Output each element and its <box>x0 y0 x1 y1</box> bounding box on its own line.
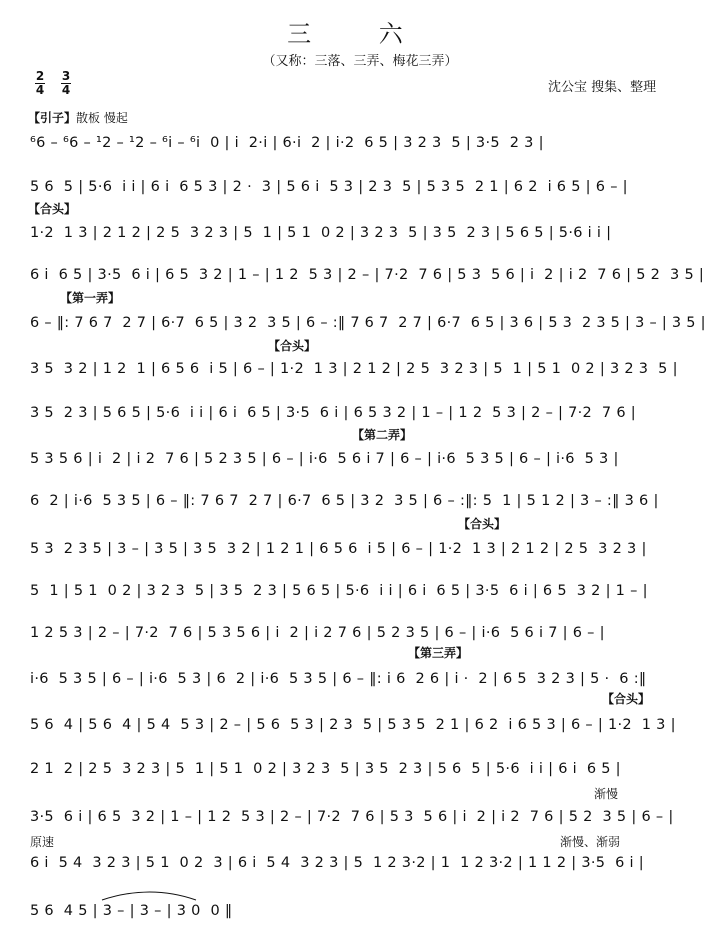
page-title: 三 六 <box>287 20 433 48</box>
notation-row-14 <box>30 714 706 736</box>
notation-row-2 <box>30 176 706 198</box>
notation-text: i·6 5 3 5 | 6 – | i·6 5 3 | 6 2 | i·6 5 3 5 | 6 – ‖: i 6 2 6 | i · 2 | 6 5 3 2 3 | 5 · 6 :‖ <box>30 671 647 687</box>
time-signature-2-4 <box>34 70 46 97</box>
notation-text: 6 2 | i·6 5 3 5 | 6 – ‖: 7 6 7 2 7 | 6·7 6 5 | 3 2 3 5 | 6 – :‖: 5 1 | 5 1 2 | 3 – :‖ 3 6 | <box>30 493 659 509</box>
time-signature-3-4 <box>60 70 72 97</box>
notation-text: 1·2 1 3 | 2 1 2 | 2 5 3 2 3 | 5 1 | 5 1 0 2 | 3 2 3 5 | 3 5 2 3 | 5 6 5 | 5·6 i i | <box>30 225 612 241</box>
notation-text: ⁶6 – ⁶6 – ¹2 – ¹2 – ⁶i – ⁶i 0 | i 2·i | 6·i 2 | i·2 6 5 | 3 2 3 5 | 3·5 2 3 | <box>30 135 544 151</box>
time-signature-denominator: 4 <box>61 83 71 97</box>
notation-row-5 <box>30 312 706 334</box>
label-third-nong: 【第三弄】 <box>408 646 469 660</box>
notation-text: 3 5 2 3 | 5 6 5 | 5·6 i i | 6 i 6 5 | 3·5 6 i | 6 5 3 2 | 1 – | 1 2 5 3 | 2 – | 7·2 7 6 | <box>30 405 636 421</box>
notation-row-13 <box>30 668 706 690</box>
label-hetou-4: 【合头】 <box>602 692 651 706</box>
notation-text: 2 1 2 | 2 5 3 2 3 | 5 1 | 5 1 0 2 | 3 2 3 5 | 3 5 2 3 | 5 6 5 | 5·6 i i | 6 i 6 5 | <box>30 761 621 777</box>
time-signature-denominator: 4 <box>35 83 45 97</box>
annotation-jianman-jianruo: 渐慢、渐弱 <box>560 835 621 849</box>
notation-text: 5 6 4 | 5 6 4 | 5 4 5 3 | 2 – | 5 6 5 3 | 2 3 5 | 5 3 5 2 1 | 6 2 i 6 5 3 | 6 – | 1·2 1 3 | <box>30 717 676 733</box>
label-intro <box>28 109 128 126</box>
notation-row-4 <box>30 264 706 286</box>
notation-text: 6 i 5 4 3 2 3 | 5 1 0 2 3 | 6 i 5 4 3 2 3 | 5 1 2 3·2 | 1 1 2 3·2 | 1 1 2 | 3·5 6 i | <box>30 855 644 871</box>
notation-text: 5 1 | 5 1 0 2 | 3 2 3 5 | 3 5 2 3 | 5 6 5 | 5·6 i i | 6 i 6 5 | 3·5 6 i | 6 5 3 2 | 1 – | <box>30 583 648 599</box>
notation-text: 1 2 5 3 | 2 – | 7·2 7 6 | 5 3 5 6 | i 2 | i 2 7 6 | 5 2 3 5 | 6 – | i·6 5 6 i 7 | 6 – | <box>30 625 605 641</box>
notation-row-3 <box>30 222 706 244</box>
notation-text: 5 6 4 5 | 3 – | 3 – | 3 0 0 ‖ <box>30 903 233 919</box>
annotation-yuansu: 原速 <box>30 835 55 849</box>
time-signature-numerator: 2 <box>35 69 45 83</box>
notation-row-12 <box>30 622 706 644</box>
notation-text: 3 5 3 2 | 1 2 1 | 6 5 6 i 5 | 6 – | 1·2 1 3 | 2 1 2 | 2 5 3 2 3 | 5 1 | 5 1 0 2 | 3 2 3 5 | <box>30 361 678 377</box>
label-first-nong: 【第一弄】 <box>60 291 121 305</box>
notation-row-6 <box>30 358 706 380</box>
notation-row-9 <box>30 490 706 512</box>
notation-row-10 <box>30 538 706 560</box>
label-hetou-3: 【合头】 <box>458 517 507 531</box>
notation-row-15 <box>30 758 706 780</box>
notation-text: 3·5 6 i | 6 5 3 2 | 1 – | 1 2 5 3 | 2 – | 7·2 7 6 | 5 3 5 6 | i 2 | i 2 7 6 | 5 2 3 5 | 6 – | <box>30 809 674 825</box>
notation-row-7 <box>30 402 706 424</box>
label-second-nong: 【第二弄】 <box>352 428 413 442</box>
notation-text: 6 i 6 5 | 3·5 6 i | 6 5 3 2 | 1 – | 1 2 5 3 | 2 – | 7·2 7 6 | 5 3 5 6 | i 2 | i 2 7 6 | 5 2 3 5 | <box>30 267 705 283</box>
notation-row-16 <box>30 806 706 828</box>
notation-row-18 <box>30 900 706 922</box>
subtitle: （又称：三落、三弄、梅花三弄） <box>262 54 458 69</box>
notation-text: 5 3 2 3 5 | 3 – | 3 5 | 3 5 3 2 | 1 2 1 | 6 5 6 i 5 | 6 – | 1·2 1 3 | 2 1 2 | 2 5 3 2 3 | <box>30 541 647 557</box>
intro-tempo: 散板 慢起 <box>76 111 128 125</box>
notation-row-8 <box>30 448 706 470</box>
intro-label: 【引子】 <box>28 111 77 125</box>
notation-row-17 <box>30 852 706 874</box>
label-hetou-2: 【合头】 <box>268 339 317 353</box>
final-slur-tie <box>100 888 200 902</box>
notation-text: 6 – ‖: 7 6 7 2 7 | 6·7 6 5 | 3 2 3 5 | 6 – :‖ 7 6 7 2 7 | 6·7 6 5 | 3 6 | 5 3 2 3 5 | 3 – | 3 5 | <box>30 315 706 331</box>
annotation-jianman: 渐慢 <box>594 787 619 801</box>
label-hetou-1: 【合头】 <box>28 202 77 216</box>
notation-text: 5 6 5 | 5·6 i i | 6 i 6 5 3 | 2 · 3 | 5 6 i 5 3 | 2 3 5 | 5 3 5 2 1 | 6 2 i 6 5 | 6 – | <box>30 179 628 195</box>
notation-row-1 <box>30 132 706 154</box>
time-signature-numerator: 3 <box>61 69 71 83</box>
notation-row-11 <box>30 580 706 602</box>
notation-text: 5 3 5 6 | i 2 | i 2 7 6 | 5 2 3 5 | 6 – | i·6 5 6 i 7 | 6 – | i·6 5 3 5 | 6 – | i·6 5 3 | <box>30 451 619 467</box>
compiler-credit: 沈公宝 搜集、整理 <box>548 80 657 95</box>
